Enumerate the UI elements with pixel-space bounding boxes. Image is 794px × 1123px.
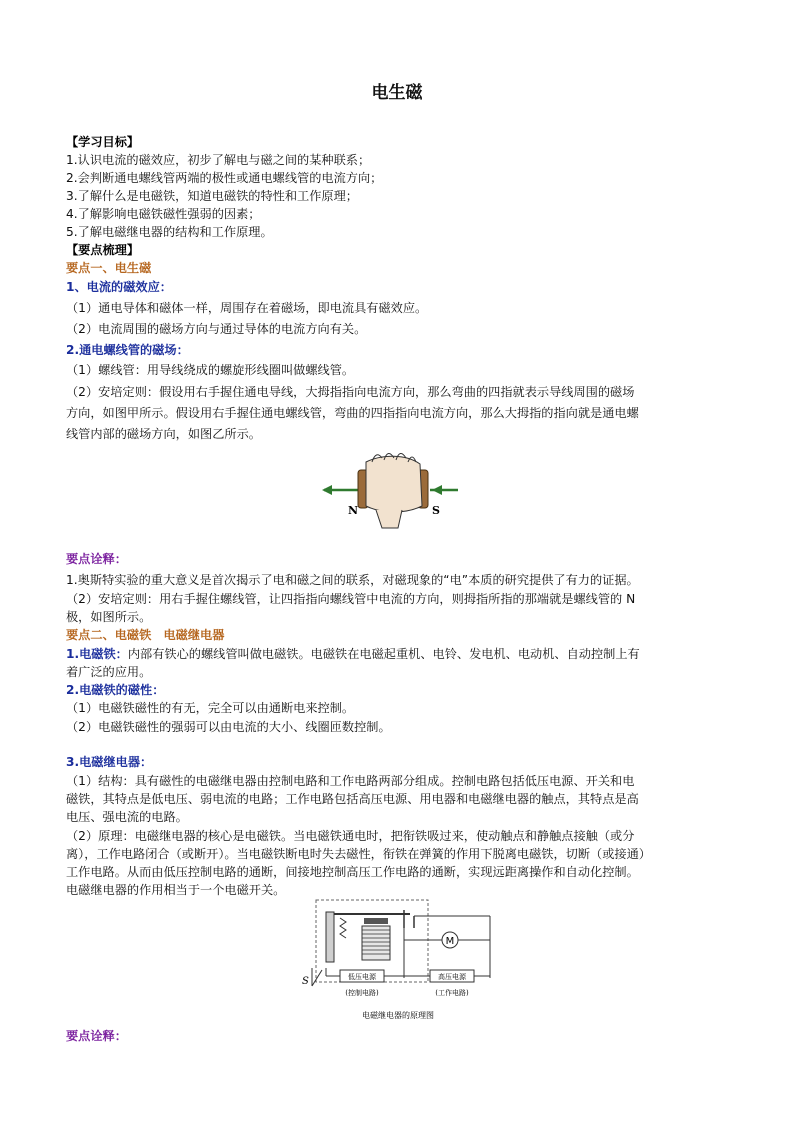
point2-sub3-heading: 3.电磁继电器：	[66, 755, 153, 769]
point2-sub3-line: 电磁继电器的作用相当于一个电磁开关。	[66, 883, 286, 897]
point1-note-line: 1.奥斯特实验的重大意义是首次揭示了电和磁之间的联系，对磁现象的“电”本质的研究提供了有力的证据。	[66, 573, 639, 587]
point1-note-line: 极，如图所示。	[66, 610, 152, 624]
objective-item: 1.认识电流的磁效应，初步了解电与磁之间的某种联系；	[66, 153, 371, 167]
point1-notes-heading: 要点诠释：	[66, 552, 127, 566]
low-power-label: 低压电源	[348, 973, 376, 981]
point1-heading: 要点一、电生磁	[66, 261, 152, 275]
objective-item: 2.会判断通电螺线管两端的极性或通电螺线管的电流方向；	[66, 171, 383, 185]
point2-sub3-line: （1）结构：具有磁性的电磁继电器由控制电路和工作电路两部分组成。控制电路包括低压电源、开关和电	[66, 774, 635, 788]
point1-sub1-line: （1）通电导体和磁体一样，周围存在着磁场，即电流具有磁效应。	[66, 301, 428, 315]
point2-sub1-text: 内部有铁心的螺线管叫做电磁铁。电磁铁在电磁起重机、电铃、发电机、电动机、自动控制上有	[127, 647, 640, 661]
point2-sub3-line: （2）原理：电磁继电器的核心是电磁铁。当电磁铁通电时，把衔铁吸过来，使动触点和静触点接触（或分	[66, 829, 635, 843]
outline-heading: 【要点梳理】	[66, 243, 140, 257]
objectives-heading: 【学习目标】	[66, 135, 140, 149]
point2-notes-heading: 要点诠释：	[66, 1029, 127, 1043]
point2-sub1	[66, 645, 640, 663]
point1-sub2-line: 方向，如图甲所示。假设用右手握住通电螺线管，弯曲的四指指向电流方向，那么大拇指的指向就是通电螺	[66, 406, 639, 420]
point2-sub3-line: 磁铁，其特点是低电压、弱电流的电路；工作电路包括高压电源、用电器和电磁继电器的触点，其特点是高	[66, 792, 639, 806]
point1-sub1-heading: 1、电流的磁效应：	[66, 280, 172, 294]
point2-heading: 要点二、电磁铁 电磁继电器	[66, 628, 225, 642]
point1-sub1-line: （2）电流周围的磁场方向与通过导体的电流方向有关。	[66, 322, 367, 336]
point2-sub2-line: （2）电磁铁磁性的强弱可以由电流的大小、线圈匝数控制。	[66, 720, 391, 734]
low-power-sub: (控制电路)	[345, 989, 379, 997]
right-hand-rule-figure	[322, 448, 462, 530]
point2-sub2-heading: 2.电磁铁的磁性：	[66, 683, 165, 697]
point2-sub3-line: 电压、强电流的电路。	[66, 810, 188, 824]
objective-item: 3.了解什么是电磁铁，知道电磁铁的特性和工作原理；	[66, 189, 358, 203]
point2-sub3-line: 离），工作电路闭合（或断开）。当电磁铁断电时失去磁性，衔铁在弹簧的作用下脱离电磁铁，切断（或接通）	[66, 847, 651, 861]
switch-label: S	[302, 976, 309, 987]
point1-note-line: （2）安培定则：用右手握住螺线管，让四指指向螺线管中电流的方向，则拇指所指的那端就是螺线管的 N	[66, 592, 636, 606]
objective-item: 4.了解影响电磁铁磁性强弱的因素；	[66, 207, 261, 221]
point2-sub2-line: （1）电磁铁磁性的有无，完全可以由通断电来控制。	[66, 701, 355, 715]
high-power-sub: (工作电路)	[435, 989, 469, 997]
point1-sub2-line: （1）螺线管：用导线绕成的螺旋形线圈叫做螺线管。	[66, 363, 355, 377]
point1-sub2-line: （2）安培定则：假设用右手握住通电导线，大拇指指向电流方向，那么弯曲的四指就表示导线周围的磁场	[66, 385, 635, 399]
motor-label: M	[445, 936, 455, 947]
relay-caption: 电磁继电器的原理图	[362, 1011, 434, 1020]
page-title: 电生磁	[371, 83, 423, 103]
figure-label-s: S	[432, 504, 440, 517]
figure-label-n: N	[348, 504, 359, 517]
point2-sub3-line: 工作电路。从而由低压控制电路的通断，间接地控制高压工作电路的通断，实现远距离操作和自动化控制。	[66, 865, 639, 879]
point2-sub1-cont: 着广泛的应用。	[66, 665, 152, 679]
objective-item: 5.了解电磁继电器的结构和工作原理。	[66, 225, 273, 239]
point1-sub2-heading: 2.通电螺线管的磁场：	[66, 343, 189, 357]
relay-diagram	[300, 898, 496, 1022]
point1-sub2-line: 线管内部的磁场方向，如图乙所示。	[66, 427, 261, 441]
point2-sub1-heading: 1.电磁铁：	[66, 647, 128, 661]
high-power-label: 高压电源	[438, 973, 466, 981]
